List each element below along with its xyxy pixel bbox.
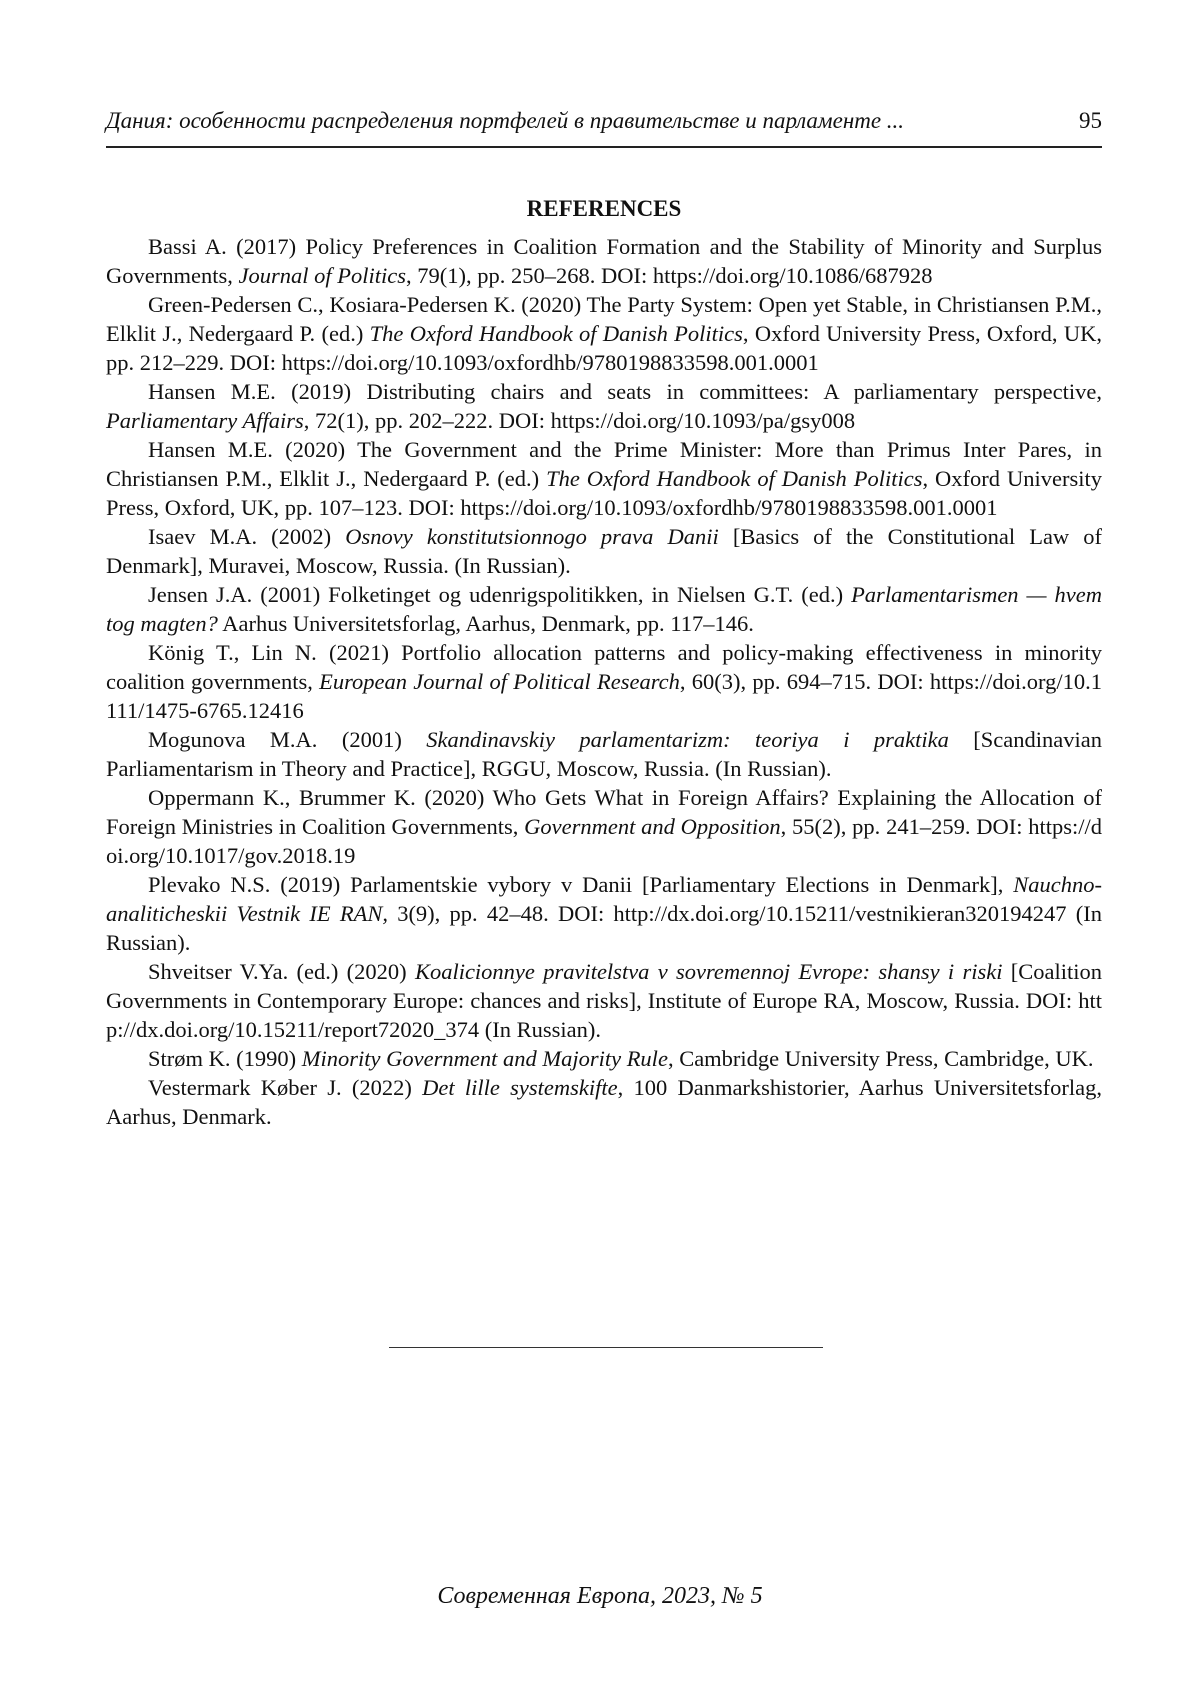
reference-title: European Journal of Political Research: [319, 669, 680, 694]
reference-list: [106, 232, 1102, 1131]
reference-title: Government and Opposition: [524, 814, 781, 839]
reference-item: [106, 232, 1102, 290]
reference-item: [106, 957, 1102, 1044]
running-title: Дания: особенности распределения портфелей в правительстве и парламенте ...: [106, 108, 905, 133]
reference-title: Journal of Politics: [238, 263, 406, 288]
reference-item: [106, 522, 1102, 580]
reference-text: Hansen M.E. (2019) Distributing chairs and seats in committees: A parliamentary perspective,: [148, 379, 1102, 404]
reference-text: König T., Lin N. (2021) Portfolio allocation patterns and policy-making effectiveness in minority coalition governments,: [106, 640, 1102, 694]
reference-text: Vestermark Køber J. (2022): [148, 1075, 423, 1100]
reference-doi-link[interactable]: https://doi.org/10.1093/oxfordhb/9780198833598.001.0001: [460, 495, 998, 520]
reference-item: [106, 377, 1102, 435]
reference-item: [106, 725, 1102, 783]
reference-text: Plevako N.S. (2019) Parlamentskie vybory v Danii [Parliamentary Elections in Denmark],: [148, 872, 1014, 897]
reference-text: Hansen M.E. (2020) The Government and the Prime Minister: More than Primus Inter Pares, in Christiansen P.M., Elklit J., Nedergaard P. (ed.): [106, 437, 1102, 491]
reference-text: (In Russian).: [106, 901, 1102, 955]
running-header: [106, 106, 1102, 148]
reference-text: (In Russian).: [479, 1017, 601, 1042]
reference-title: Minority Government and Majority Rule: [301, 1046, 668, 1071]
page-number: 95: [1079, 108, 1102, 133]
reference-item: [106, 1044, 1102, 1073]
reference-item: [106, 290, 1102, 377]
reference-doi-link[interactable]: https://doi.org/10.1017/gov.2018.19: [106, 814, 1102, 868]
reference-item: [106, 783, 1102, 870]
reference-title: The Oxford Handbook of Danish Politics: [546, 466, 923, 491]
reference-text: , 100 Danmarkshistorier, Aarhus Universitetsforlag, Aarhus, Denmark.: [106, 1075, 1102, 1129]
reference-doi-link[interactable]: https://doi.org/10.1086/687928: [652, 263, 933, 288]
reference-text: Aarhus Universitetsforlag, Aarhus, Denmark, pp. 117–146.: [217, 611, 754, 636]
reference-title: Parliamentary Affairs: [106, 408, 304, 433]
reference-doi-link[interactable]: https://doi.org/10.1111/1475-6765.12416: [106, 669, 1103, 723]
reference-text: [Coalition Governments in Contemporary Europe: chances and risks], Institute of Europe RA, Moscow, Russia. DOI:: [106, 959, 1103, 1013]
reference-title: Parlamentarismen — hvem tog magten?: [106, 582, 1102, 636]
reference-item: [106, 435, 1102, 522]
reference-text: Oppermann K., Brummer K. (2020) Who Gets What in Foreign Affairs? Explaining the Allocation of Foreign Ministries in Coalition Governments,: [106, 785, 1102, 839]
reference-text: Green-Pedersen C., Kosiara-Pedersen K. (2020) The Party System: Open yet Stable, in Christiansen P.M., Elklit J., Nedergaard P. (ed.): [106, 292, 1102, 346]
reference-doi-link[interactable]: https://doi.org/10.1093/pa/gsy008: [550, 408, 856, 433]
reference-title: Koalicionnye pravitelstva v sovremennoj Evrope: shansy i riski: [414, 959, 1003, 984]
reference-text: Jensen J.A. (2001) Folketinget og udenrigspolitikken, in Nielsen G.T. (ed.): [148, 582, 852, 607]
reference-text: Shveitser V.Ya. (ed.) (2020): [148, 959, 415, 984]
reference-title: Skandinavskiy parlamentarizm: teoriya i praktika: [426, 727, 949, 752]
reference-text: [Scandinavian Parliamentarism in Theory and Practice], RGGU, Moscow, Russia. (In Russian).: [106, 727, 1102, 781]
reference-title: Osnovy konstitutsionnogo prava Danii: [345, 524, 719, 549]
reference-text: , 55(2), pp. 241–259. DOI:: [780, 814, 1029, 839]
reference-text: , Oxford University Press, Oxford, UK, pp. 107–123. DOI:: [106, 466, 1102, 520]
reference-doi-link[interactable]: http://dx.doi.org/10.15211/vestnikieran320194247: [613, 901, 1067, 926]
reference-item: [106, 580, 1102, 638]
reference-title: Nauchno-analiticheskii Vestnik IE RAN,: [106, 872, 1102, 926]
reference-text: Strøm K. (1990): [148, 1046, 302, 1071]
reference-text: , 72(1), pp. 202–222. DOI:: [303, 408, 551, 433]
reference-text: , 79(1), pp. 250–268. DOI:: [405, 263, 653, 288]
references-heading: REFERENCES: [526, 196, 682, 221]
reference-doi-link[interactable]: https://doi.org/10.1093/oxfordhb/9780198833598.001.0001: [281, 350, 819, 375]
reference-text: , Oxford University Press, Oxford, UK, pp. 212–229. DOI:: [106, 321, 1102, 375]
reference-text: Bassi A. (2017) Policy Preferences in Coalition Formation and the Stability of Minority and Surplus Governments,: [106, 234, 1102, 288]
reference-doi-link[interactable]: http://dx.doi.org/10.15211/report72020_374: [106, 988, 1102, 1042]
reference-text: , Cambridge University Press, Cambridge, UK.: [667, 1046, 1094, 1071]
reference-text: Mogunova M.A. (2001): [148, 727, 427, 752]
divider-line: [389, 1347, 823, 1348]
reference-text: Isaev M.A. (2002): [148, 524, 346, 549]
reference-item: [106, 638, 1102, 725]
reference-title: The Oxford Handbook of Danish Politics: [369, 321, 743, 346]
reference-text: , 60(3), pp. 694–715. DOI:: [679, 669, 930, 694]
reference-title: Det lille systemskifte: [422, 1075, 618, 1100]
reference-text: 3(9), pp. 42–48. DOI:: [387, 901, 614, 926]
journal-footer: Современная Европа, 2023, № 5: [437, 1583, 763, 1609]
reference-item: [106, 870, 1102, 957]
reference-text: [Basics of the Constitutional Law of Denmark], Muravei, Moscow, Russia. (In Russian).: [106, 524, 1103, 578]
reference-item: [106, 1073, 1102, 1131]
